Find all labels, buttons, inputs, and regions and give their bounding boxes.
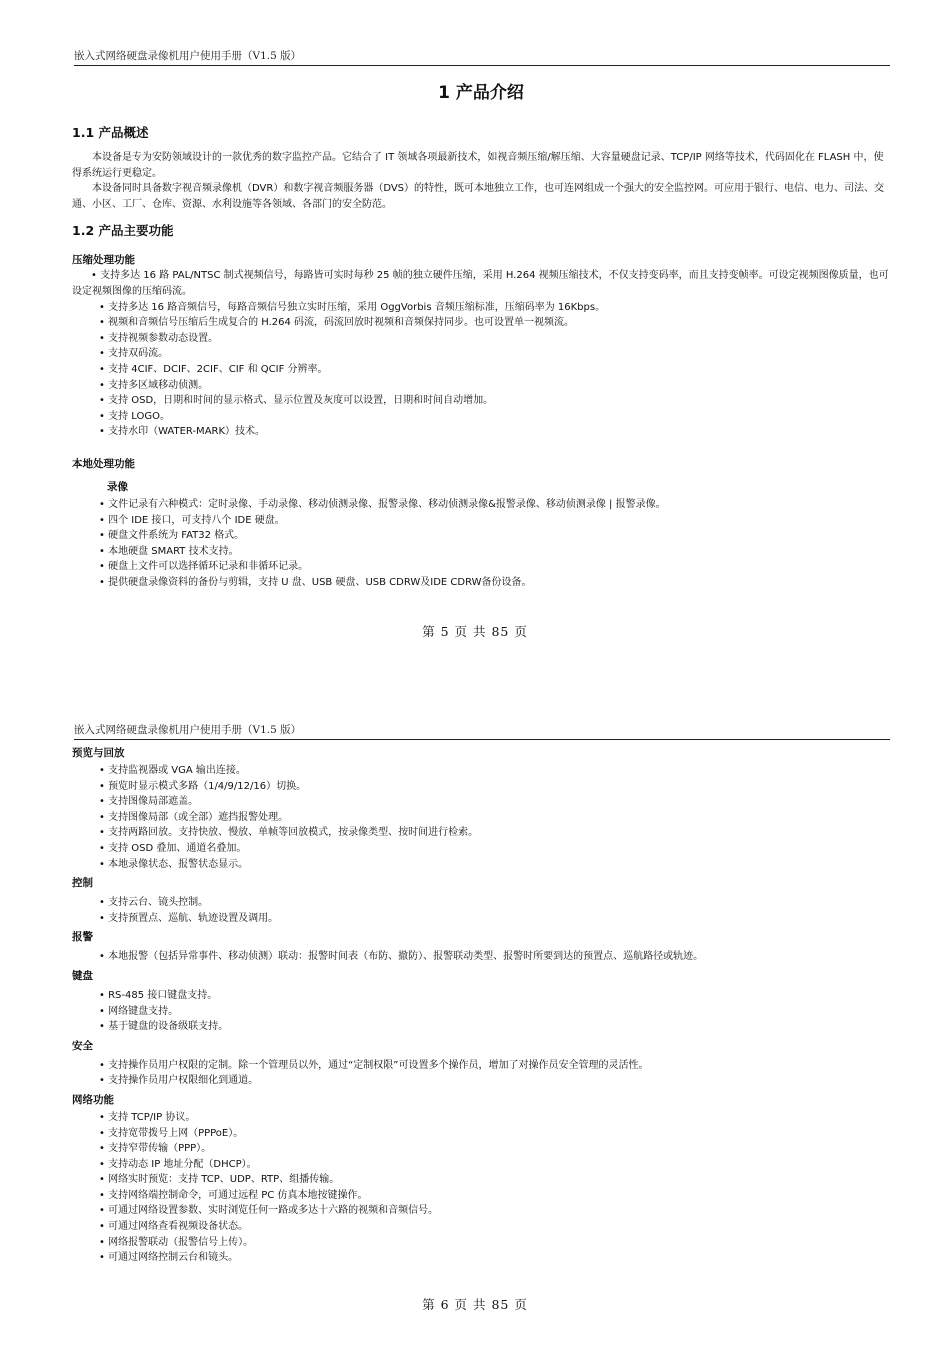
running-header: 嵌入式网络硬盘录像机用户使用手册（V1.5 版）: [74, 722, 890, 740]
list-item: • 支持 TCP/IP 协议。: [99, 1110, 890, 1126]
keyboard-list: [72, 988, 890, 1035]
compression-intro: [72, 268, 890, 299]
subsection-title-keyboard: 键盘: [72, 969, 93, 982]
list-item: • 网络键盘支持。: [99, 1004, 890, 1020]
list-item: • 支持图像局部（或全部）遮挡报警处理。: [99, 810, 890, 826]
subsection-title-recording: 录像: [107, 480, 128, 493]
recording-list: [72, 497, 890, 591]
list-item: • 支持水印（WATER-MARK）技术。: [99, 424, 890, 440]
subsection-title-alarm: 报警: [72, 931, 93, 944]
subsection-title-control: 控制: [72, 877, 93, 890]
list-item: • 硬盘文件系统为 FAT32 格式。: [99, 528, 890, 544]
list-item: • 支持 OSD，日期和时间的显示格式、显示位置及灰度可以设置，日期和时间自动增加。: [99, 393, 890, 409]
alarm-list: [72, 949, 890, 965]
list-item: • 支持多达 16 路音频信号，每路音频信号独立实时压缩，采用 OggVorbis 音频压缩标准，压缩码率为 16Kbps。: [99, 300, 890, 316]
list-item: • 支持多区域移动侦测。: [99, 378, 890, 394]
list-item: • 视频和音频信号压缩后生成复合的 H.264 码流，码流回放时视频和音频保持同步。也可设置单一视频流。: [99, 315, 890, 331]
list-item: • 支持 OSD 叠加、通道名叠加。: [99, 841, 890, 857]
subsection-title-compression: 压缩处理功能: [72, 254, 135, 267]
list-item: • 支持动态 IP 地址分配（DHCP）。: [99, 1157, 890, 1173]
list-item: • 本地硬盘 SMART 技术支持。: [99, 544, 890, 560]
page-footer: 第 6 页 共 85 页: [422, 1297, 528, 1312]
list-item: • 基于键盘的设备级联支持。: [99, 1019, 890, 1035]
list-item: • 硬盘上文件可以选择循环记录和非循环记录。: [99, 559, 890, 575]
list-item: • 支持窄带传输（PPP）。: [99, 1141, 890, 1157]
overview-paragraph-2: 本设备同时具备数字视音频录像机（DVR）和数字视音频服务器（DVS）的特性，既可本地独立工作，也可连网组成一个强大的安全监控网。可应用于银行、电信、电力、司法、交通、小区、工厂、仓库、资源、水利设施等各领域、各部门的安全防范。: [72, 183, 885, 210]
list-item: • 四个 IDE 接口，可支持八个 IDE 硬盘。: [99, 513, 890, 529]
list-item: • 可通过网络控制云台和镜头。: [99, 1250, 890, 1266]
network-list: [72, 1110, 890, 1266]
chapter-title: 1 产品介绍: [438, 83, 524, 103]
list-item: • 支持双码流。: [99, 346, 890, 362]
list-item: • 支持网络端控制命令，可通过远程 PC 仿真本地按键操作。: [99, 1188, 890, 1204]
list-item: • 预览时显示模式多路（1/4/9/12/16）切换。: [99, 779, 890, 795]
list-item: • 本地报警（包括异常事件、移动侦测）联动：报警时间表（布防、撤防）、报警联动类型、报警时所要到达的预置点、巡航路径或轨迹。: [99, 949, 890, 965]
compression-intro-text: 支持多达 16 路 PAL/NTSC 制式视频信号，每路皆可实时每秒 25 帧的独立硬件压缩，采用 H.264 视频压缩技术，不仅支持变码率，而且支持变帧率。可设定视频图像质量，也可设定视频图像的压缩码流。: [72, 270, 889, 297]
bullet-icon: •: [91, 270, 101, 282]
section-title-overview: 1.1 产品概述: [72, 125, 149, 140]
security-list: [72, 1058, 890, 1089]
subsection-title-security: 安全: [72, 1039, 93, 1052]
list-item: • 支持云台、镜头控制。: [99, 895, 890, 911]
page-content: [72, 78, 890, 590]
list-item: • 支持 LOGO。: [99, 409, 890, 425]
list-item: • 支持两路回放。支持快放、慢放、单帧等回放模式，按录像类型、按时间进行检索。: [99, 825, 890, 841]
list-item: • 支持操作员用户权限的定制。除一个管理员以外，通过“定制权限”可设置多个操作员，增加了对操作员安全管理的灵活性。: [99, 1058, 890, 1074]
preview-list: [72, 763, 890, 872]
list-item: • 本地录像状态、报警状态显示。: [99, 857, 890, 873]
list-item: • 网络实时预览：支持 TCP、UDP、RTP、组播传输。: [99, 1172, 890, 1188]
section-title-features: 1.2 产品主要功能: [72, 223, 174, 239]
list-item: • 支持监视器或 VGA 输出连接。: [99, 763, 890, 779]
list-item: • 提供硬盘录像资料的备份与剪辑，支持 U 盘、USB 硬盘、USB CDRW及IDE CDRW备份设备。: [99, 575, 890, 591]
list-item: • RS-485 接口键盘支持。: [99, 988, 890, 1004]
list-item: • 文件记录有六种模式：定时录像、手动录像、移动侦测录像、报警录像、移动侦测录像&报警录像、移动侦测录像 | 报警录像。: [99, 497, 890, 513]
subsection-title-network: 网络功能: [72, 1093, 114, 1106]
list-item: • 可通过网络查看视频设备状态。: [99, 1219, 890, 1235]
list-item: • 支持 4CIF、DCIF、2CIF、CIF 和 QCIF 分辨率。: [99, 362, 890, 378]
manual-page-6: [0, 672, 950, 1345]
compression-list: [72, 300, 890, 440]
running-header: 嵌入式网络硬盘录像机用户使用手册（V1.5 版）: [74, 48, 890, 66]
list-item: • 支持视频参数动态设置。: [99, 331, 890, 347]
page-footer: 第 5 页 共 85 页: [422, 624, 528, 639]
list-item: • 支持操作员用户权限细化到通道。: [99, 1073, 890, 1089]
list-item: • 支持预置点、巡航、轨迹设置及调用。: [99, 911, 890, 927]
list-item: • 可通过网络设置参数、实时浏览任何一路或多达十六路的视频和音频信号。: [99, 1203, 890, 1219]
list-item: • 支持宽带拨号上网（PPPoE）。: [99, 1126, 890, 1142]
control-list: [72, 895, 890, 926]
overview-paragraph-1: 本设备是专为安防领域设计的一款优秀的数字监控产品。它结合了 IT 领域各项最新技术，如视音频压缩/解压缩、大容量硬盘记录、TCP/IP 网络等技术，代码固化在 FLASH 中，使得系统运行更稳定。: [72, 152, 884, 179]
subsection-title-preview: 预览与回放: [72, 747, 125, 759]
page-content: [72, 745, 890, 1266]
list-item: • 网络报警联动（报警信号上传）。: [99, 1235, 890, 1251]
subsection-title-local: 本地处理功能: [72, 457, 135, 470]
manual-page-5: [0, 0, 950, 672]
list-item: • 支持图像局部遮盖。: [99, 794, 890, 810]
